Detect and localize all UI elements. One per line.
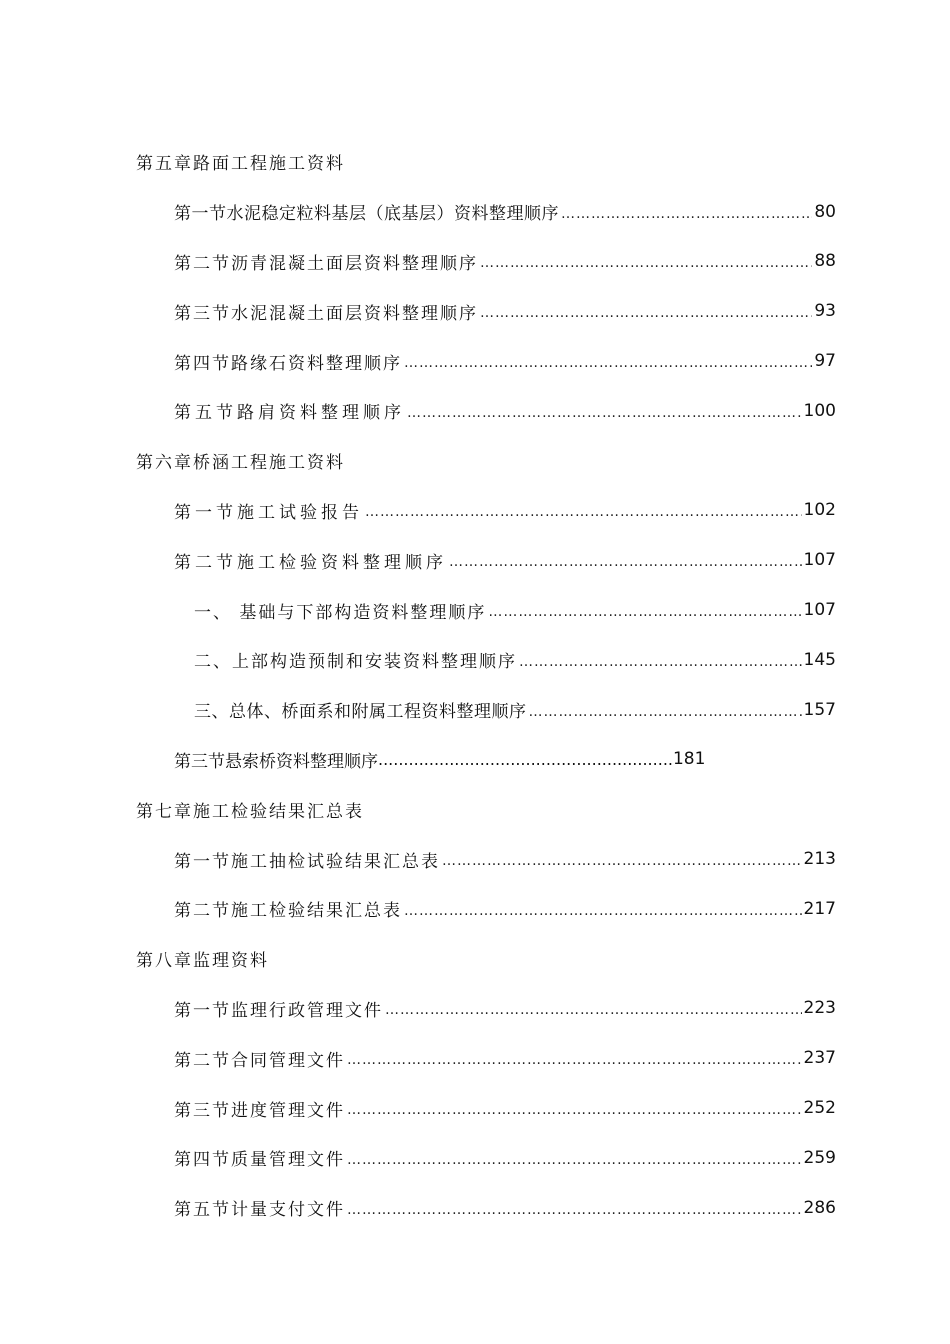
toc-entry [0,1183,950,1233]
toc-page-number: 286 [803,1197,836,1218]
toc-entry [0,237,950,287]
toc-entry-title: 第一节监理行政管理文件 [174,1000,383,1021]
toc-entry-title: 第三节进度管理文件 [174,1100,345,1121]
toc-page-number: 107 [803,550,836,571]
toc-entry-title: 第四节质量管理文件 [174,1150,345,1171]
toc-subentry [0,685,950,735]
toc-leader-dots [529,704,802,720]
toc-entry [0,187,950,237]
table-of-contents [0,137,950,1233]
toc-leader-dots [480,255,812,271]
toc-leader-dots [488,604,801,620]
toc-entry [0,984,950,1034]
toc-chapter [0,784,950,834]
toc-subentry [0,635,950,685]
toc-subentry-title: 一、 基础与下部构造资料整理顺序 [194,602,487,623]
toc-leader-dots [365,504,802,520]
toc-page-number: 80 [814,201,836,222]
toc-entry-title: 第一节施工抽检试验结果汇总表 [174,851,440,872]
toc-entry-title: 第二节沥青混凝土面层资料整理顺序 [174,253,478,274]
toc-entry-title: 第四节路缘石资料整理顺序 [174,353,402,374]
toc-page-number: 102 [803,500,836,521]
toc-leader-dots [519,654,802,670]
toc-entry-title: 第二节施工检验资料整理顺序 [174,552,447,573]
toc-leader-dots [404,355,812,371]
toc-page-number: 259 [803,1147,836,1168]
toc-leader-dots: .......................................................... [378,749,673,769]
toc-entry-title: 第一节水泥稳定粒料基层（底基层）资料整理顺序 [174,204,559,225]
toc-page-number: 181 [672,749,706,770]
toc-leader-dots [347,1102,802,1118]
toc-chapter-title: 第八章监理资料 [136,951,269,972]
toc-leader-dots [347,1202,802,1218]
toc-leader-dots [561,206,812,222]
toc-entry [0,834,950,884]
toc-chapter-title: 第六章桥涵工程施工资料 [136,453,345,474]
toc-subentry-title: 三、总体、桥面系和附属工程资料整理顺序 [194,702,527,723]
toc-entry [0,1133,950,1183]
toc-page-number: 157 [803,699,836,720]
toc-chapter [0,436,950,486]
toc-entry-title: 第二节施工检验结果汇总表 [174,901,402,922]
toc-leader-dots [347,1052,802,1068]
toc-page-number: 88 [814,251,836,272]
toc-chapter-title: 第七章施工检验结果汇总表 [136,801,364,822]
toc-leader-dots [404,903,802,919]
toc-entry-title: 第五节计量支付文件 [174,1200,345,1221]
toc-entry [0,286,950,336]
toc-leader-dots [385,1002,802,1018]
toc-entry-title: 第五节路肩资料整理顺序 [174,403,405,424]
toc-leader-dots [480,305,812,321]
toc-page-number: 213 [803,849,836,870]
toc-page-number: 252 [803,1098,836,1119]
toc-page-number: 237 [803,1048,836,1069]
toc-chapter-title: 第五章路面工程施工资料 [136,154,345,175]
toc-entry [0,735,950,785]
toc-chapter [0,137,950,187]
toc-subentry [0,585,950,635]
toc-page-number: 97 [814,351,836,372]
toc-page-number: 93 [814,301,836,322]
toc-entry [0,386,950,436]
toc-leader-dots [449,554,802,570]
toc-entry-title: 第三节水泥混凝土面层资料整理顺序 [174,303,478,324]
toc-entry [0,486,950,536]
toc-page-number: 223 [803,998,836,1019]
toc-entry [0,336,950,386]
toc-entry [0,884,950,934]
toc-entry [0,1083,950,1133]
toc-page-number: 217 [803,898,836,919]
toc-entry-title: 第三节悬索桥资料整理顺序 [174,751,378,772]
toc-entry-title: 第二节合同管理文件 [174,1050,345,1071]
toc-leader-dots [347,1152,802,1168]
toc-page-number: 145 [803,649,836,670]
toc-entry [0,1033,950,1083]
toc-entry [0,535,950,585]
toc-entry-title: 第一节施工试验报告 [174,502,363,523]
toc-page-number: 107 [803,600,836,621]
toc-chapter [0,934,950,984]
toc-leader-dots [407,405,802,421]
toc-page-number: 100 [803,400,836,421]
toc-subentry-title: 二、上部构造预制和安装资料整理顺序 [194,652,517,673]
toc-leader-dots [442,853,802,869]
